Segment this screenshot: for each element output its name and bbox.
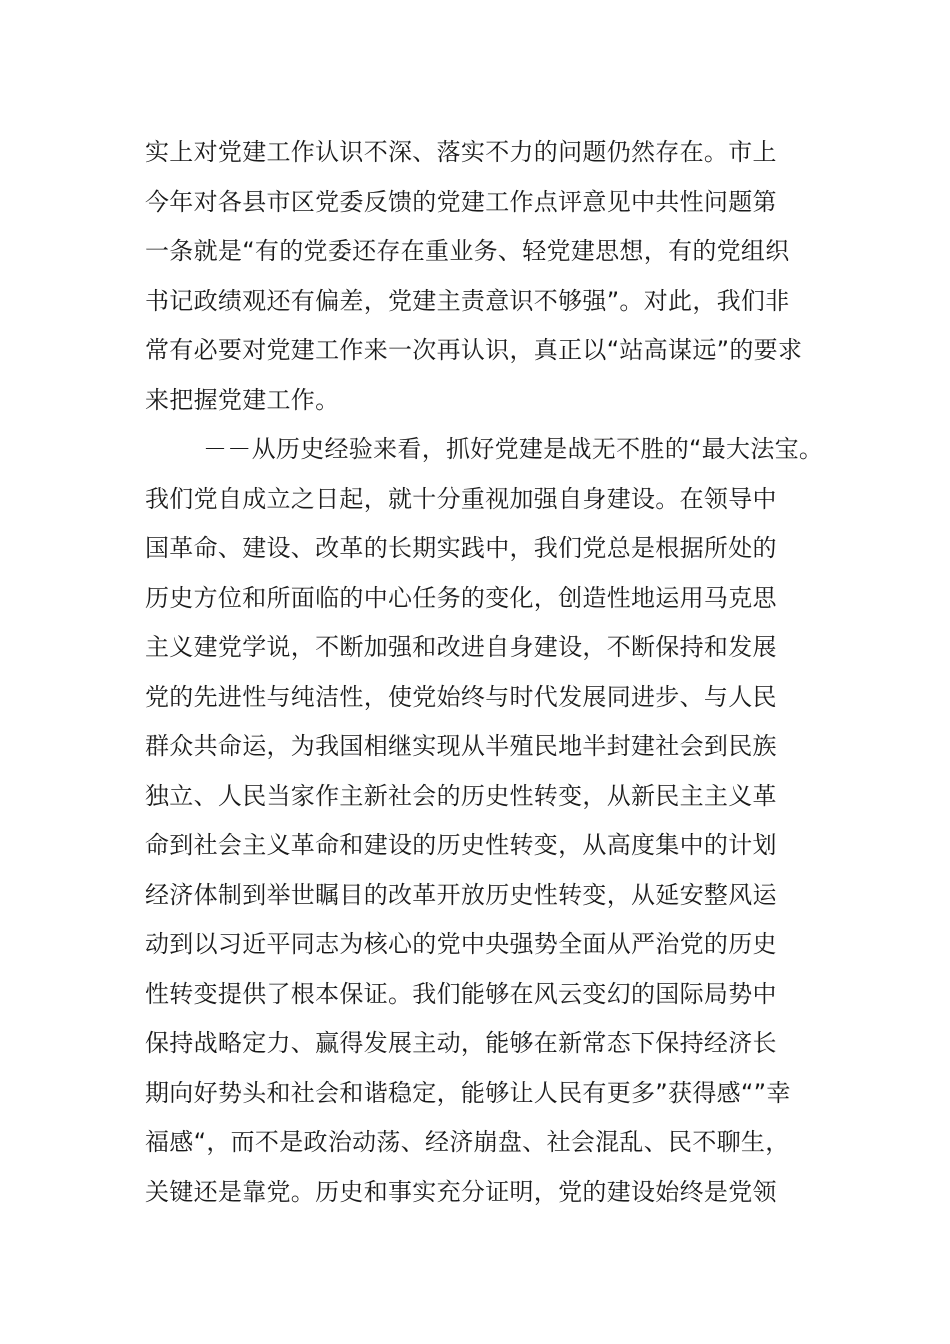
text-line: 国革命、建设、改革的长期实践中，我们党总是根据所处的: [145, 534, 777, 562]
text-line: 书记政绩观还有偏差，党建主责意识不够强”。对此，我们非: [145, 286, 790, 315]
text-line: 主义建党学说，不断加强和改进自身建设，不断保持和发展: [145, 633, 777, 661]
text-line: 性转变提供了根本保证。我们能够在风云变幻的国际局势中: [145, 979, 777, 1008]
text-line: 常有必要对党建工作来一次再认识，真正以“站高谋远”的要求: [145, 336, 803, 364]
text-line: 福感“，而不是政治动荡、经济崩盘、社会混乱、民不聊生，: [145, 1128, 790, 1156]
text-line: 保持战略定力、赢得发展主动，能够在新常态下保持经济长: [145, 1029, 777, 1057]
body-text: [145, 128, 825, 1217]
text-line: 命到社会主义革命和建设的历史性转变，从高度集中的计划: [145, 831, 777, 859]
paragraph-start-line: －－从历史经验来看，抓好党建是战无不胜的“最大法宝。: [203, 435, 824, 463]
text-line: 期向好势头和社会和谐稳定，能够让人民有更多”获得感“”幸: [145, 1078, 791, 1107]
text-line: 来把握党建工作。: [145, 385, 340, 414]
text-line: 实上对党建工作认识不深、落实不力的问题仍然存在。市上: [145, 138, 777, 166]
text-line: 动到以习近平同志为核心的党中央强势全面从严治党的历史: [145, 930, 777, 958]
text-line: 我们党自成立之日起，就十分重视加强自身建设。在领导中: [145, 484, 777, 513]
text-line: 经济体制到举世瞩目的改革开放历史性转变，从延安整风运: [145, 880, 777, 909]
text-line: 今年对各县市区党委反馈的党建工作点评意见中共性问题第: [145, 187, 777, 216]
text-line: 关键还是靠党。历史和事实充分证明，党的建设始终是党领: [145, 1177, 777, 1206]
text-line: 独立、人民当家作主新社会的历史性转变，从新民主主义革: [145, 781, 777, 810]
text-line: 党的先进性与纯洁性，使党始终与时代发展同进步、与人民: [145, 682, 777, 711]
text-line: 群众共命运，为我国相继实现从半殖民地半封建社会到民族: [145, 732, 777, 760]
text-line: 一条就是“有的党委还存在重业务、轻党建思想，有的党组织: [145, 237, 790, 265]
text-line: 历史方位和所面临的中心任务的变化，创造性地运用马克思: [145, 583, 777, 612]
